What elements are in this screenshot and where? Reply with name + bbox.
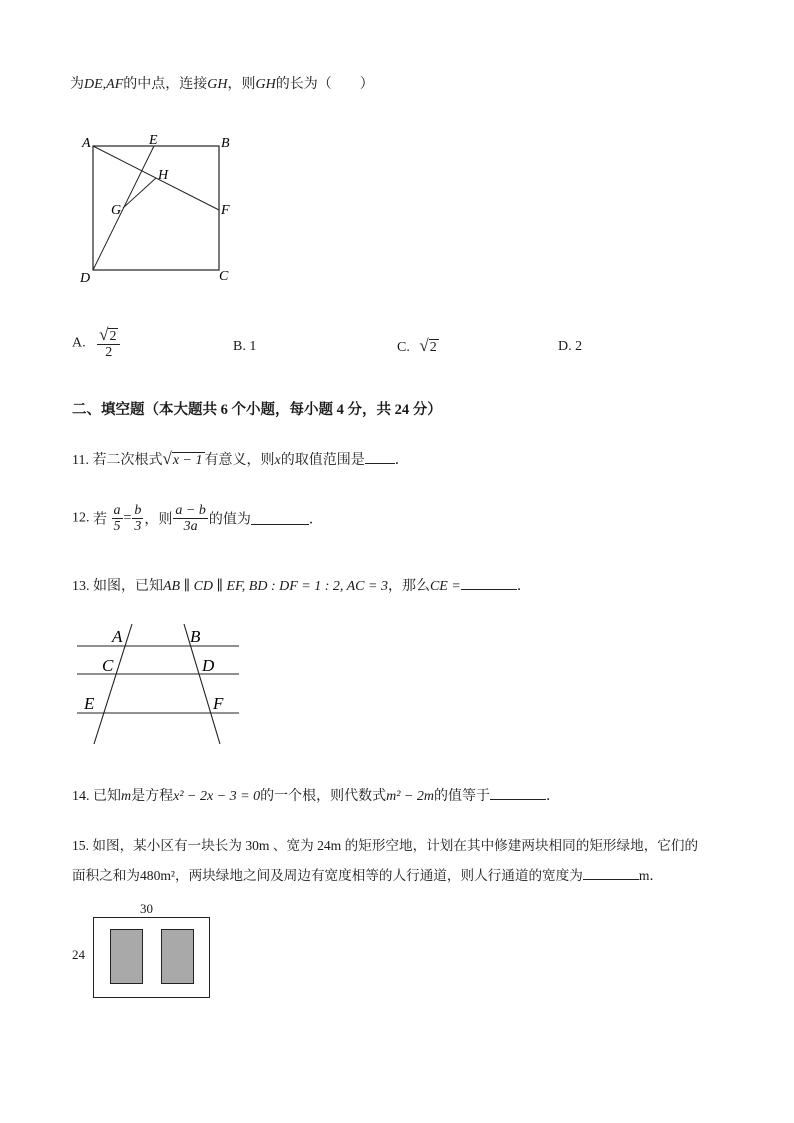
q10-option-b: B. 1 [233,339,257,354]
label-h: H [158,168,169,183]
label-c: C [102,656,114,675]
green-area-left [110,929,143,984]
fraction-b-over-3: $\frac{b}{3}$ [134,503,142,534]
q10-option-a: A. $\frac{√2}{2}$ [72,327,121,360]
section2-title: 二、填空题（本大题共 6 个小题，每小题 4 分，共 24 分） [72,402,442,418]
answer-blank[interactable] [461,577,517,590]
label-e: E [149,133,158,148]
sqrt-icon: √ [99,325,109,344]
segment-gh [123,178,156,208]
green-area-right [161,929,194,984]
answer-blank[interactable] [583,867,639,880]
label-b: B [190,627,201,646]
q15-left-label: 24 [72,947,85,962]
answer-blank[interactable] [365,451,395,464]
label-b: B [221,136,230,151]
label-g: G [111,203,122,218]
answer-blank[interactable] [251,512,309,525]
q13-parallel-lines-figure [72,620,247,750]
q13: 13. 如图，已知AB ∥ CD ∥ EF, BD : DF = 1 : 2, AC = 3，那么CE = ． [72,579,531,594]
q14: 14. 已知m是方程x² − 2x − 3 = 0的一个根，则代数式m² − 2m的值等于 ． [72,789,560,804]
q10-square-figure [75,128,250,288]
label-a: A [82,136,91,151]
label-f: F [213,694,224,713]
label-a: A [112,627,123,646]
q15-line2: 面积之和为480m²，两块绿地之间及周边有宽度相等的人行通道，则人行通道的宽度为 m． [72,868,663,883]
q10-option-c: C. √2 [397,336,437,355]
label-d: D [202,656,215,675]
q10-stem-line: 为DE,AF的中点，连接GH，则GH的长为（ ） [70,77,374,92]
label-e: E [84,694,95,713]
sqrt-icon: √ [162,449,172,468]
q15-top-label: 30 [140,901,153,916]
answer-blank[interactable] [490,787,546,800]
fraction-a-minus-b-over-3a: $\frac{a - b}{3a}$ [175,503,206,534]
q10-option-d: D. 2 [558,339,583,354]
label-f: F [221,203,230,218]
q15-plot-outline [93,917,210,998]
q15-line1: 15. 如图，某小区有一块长为 30m 、宽为 24m 的矩形空地，计划在其中修建两块相同的矩形绿地，它们的 [72,838,699,853]
option-a-fraction: $\frac{√2}{2}$ [97,327,120,360]
sqrt-icon: √ [419,336,429,355]
q12: 12. 若 $\frac{a}{5}$ = $\frac{b}{3}$ ，则 $\frac{a - b}{3a}$ 的值为 ． [72,503,323,534]
label-c: C [219,269,229,284]
q11: 11. 若二次根式√x − 1 有意义，则x的取值范围是 ． [72,449,409,468]
label-d: D [80,271,91,286]
fraction-a-over-5: $\frac{a}{5}$ [113,503,121,534]
